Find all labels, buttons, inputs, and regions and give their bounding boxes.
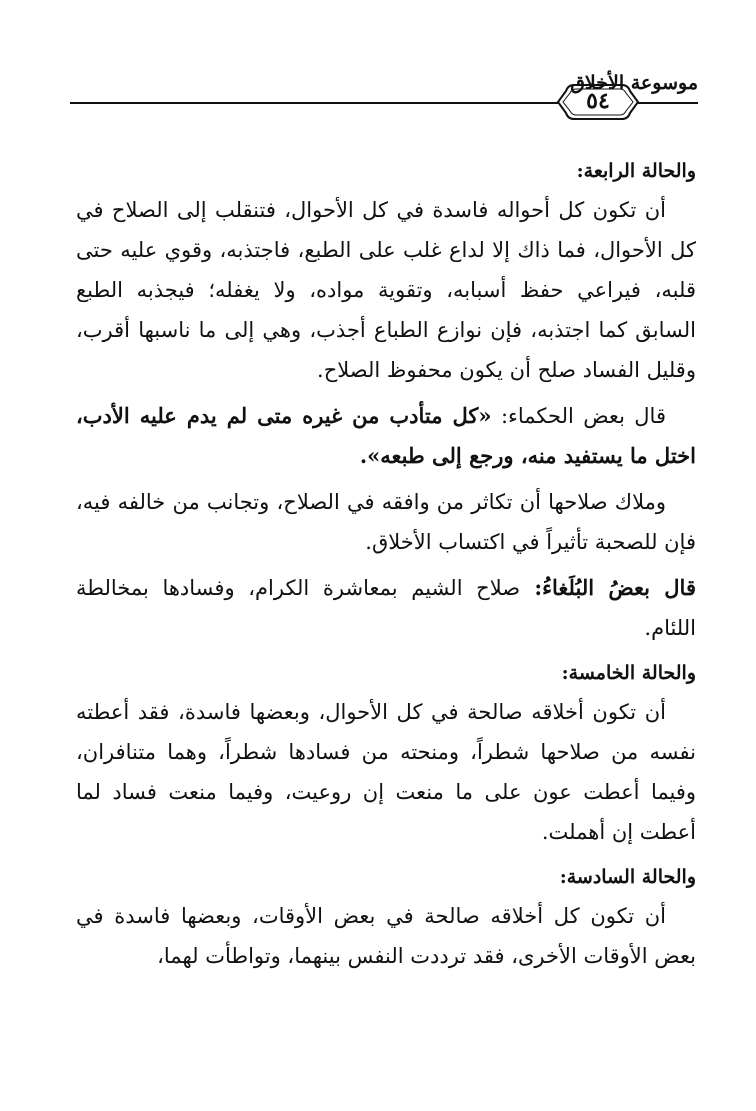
paragraph-case-5: أن تكون أخلاقه صالحة في كل الأحوال، وبعضها فاسدة، فقد أعطته نفسه من صلاحها شطراً، ومنحته من فسادها شطراً، وهما متنافران، وفيما أعطت عون على ما منعت إن روعيت، وفيما منعت فساد لما أعطت إن أهملت. (76, 700, 696, 844)
page-content (76, 152, 696, 976)
quote-wise-men-intro: قال بعض الحكماء: (491, 404, 666, 428)
book-title: موسوعة الأخلاق (570, 72, 698, 94)
section-heading-case-4: والحالة الرابعة: (576, 160, 696, 182)
header-rule-right (638, 102, 698, 104)
paragraph-companionship: وملاك صلاحها أن تكاثر من وافقه في الصلاح، وتجانب من خالفه فيه، فإن للصحبة تأثيراً في اكتساب الأخلاق. (76, 490, 696, 554)
section-heading-case-5: والحالة الخامسة: (561, 662, 696, 684)
paragraph-case-6: أن تكون كل أخلاقه صالحة في بعض الأوقات، وبعضها فاسدة في بعض الأوقات الأخرى، فقد ترددت النفس بينهما، وتواطأت لهما، (76, 904, 696, 968)
section-heading-case-6: والحالة السادسة: (559, 866, 696, 888)
quote-eloquent (76, 568, 696, 648)
page-number-badge (556, 83, 640, 121)
page-header (70, 62, 698, 122)
header-rule-left (70, 102, 558, 104)
quote-wise-men-text: «كل متأدب من غيره متى لم يدم عليه الأدب، اختل ما يستفيد منه، ورجع إلى طبعه». (76, 403, 696, 468)
quote-eloquent-intro: قال بعضُ البُلَغاءُ: (520, 575, 696, 600)
paragraph-case-4: أن تكون كل أحواله فاسدة في كل الأحوال، فتنقلب إلى الصلاح في كل الأحوال، فما ذاك إلا لداع غلب على الطبع، فاجتذبه، وقوي عليه حتى قلبه، فيراعي حفظ أسبابه، وتقوية مواده، ولا يغفله؛ فيجذبه الطبع السابق كما اجتذبه، فإن نوازع الطباع أجذب، وهي إلى ما ناسبها أقرب، وقليل الفساد صلح أن يكون محفوظ الصلاح. (76, 198, 696, 382)
quote-wise-men (76, 396, 696, 476)
page-number: ٥٤ (586, 88, 610, 114)
quote-eloquent-text: صلاح الشيم بمعاشرة الكرام، وفسادها بمخالطة اللئام. (76, 576, 696, 640)
